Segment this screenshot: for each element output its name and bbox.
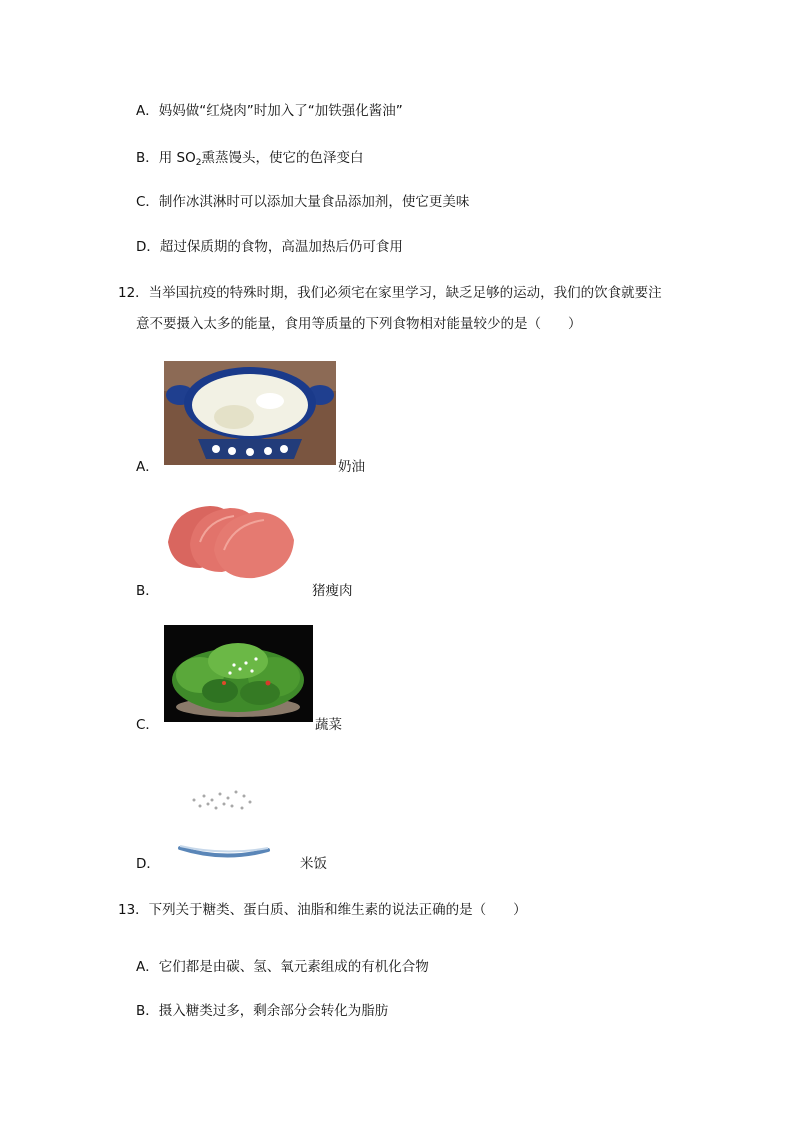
cream-bowl-illustration — [164, 361, 336, 465]
option-d-label: 米饭 — [300, 856, 327, 872]
option-b-label: 猪瘦肉 — [312, 583, 353, 599]
q11-option-b-pre: B．用 SO — [136, 150, 196, 166]
lean-pork-illustration — [164, 498, 310, 584]
option-c-letter: C． — [136, 717, 159, 733]
q11-option-b-subscript: 2 — [195, 158, 202, 168]
q11-option-c: C．制作冰淇淋时可以添加大量食品添加剂，使它更美味 — [136, 194, 470, 210]
q12-stem-line2: 意不要摄入太多的能量，食用等质量的下列食物相对能量较少的是（ ） — [136, 316, 582, 332]
cream-bowl-image — [164, 361, 336, 465]
q13-stem: 13．下列关于糖类、蛋白质、油脂和维生素的说法正确的是（ ） — [118, 902, 527, 918]
q11-option-b — [136, 148, 363, 173]
rice-bowl-illustration — [164, 770, 284, 866]
option-a-letter: A． — [136, 459, 159, 475]
vegetables-image — [164, 625, 313, 722]
q11-option-a: A．妈妈做“红烧肉”时加入了“加铁强化酱油” — [136, 103, 403, 119]
q13-option-a: A．它们都是由碳、氢、氧元素组成的有机化合物 — [136, 959, 429, 975]
q12-stem-line1: 12．当举国抗疫的特殊时期，我们必须宅在家里学习，缺乏足够的运动，我们的饮食就要注 — [118, 285, 662, 301]
option-a-label: 奶油 — [338, 459, 365, 475]
vegetables-illustration — [164, 625, 313, 722]
option-d-letter: D． — [136, 856, 160, 872]
rice-bowl-image — [164, 770, 284, 866]
option-b-letter: B． — [136, 583, 159, 599]
lean-pork-image — [164, 498, 310, 584]
q11-option-d: D．超过保质期的食物，高温加热后仍可食用 — [136, 239, 403, 255]
q11-option-b-post: 熏蒸馒头，使它的色泽变白 — [201, 150, 364, 166]
option-c-label: 蔬菜 — [315, 717, 342, 733]
q13-option-b: B．摄入糖类过多，剩余部分会转化为脂肪 — [136, 1003, 389, 1019]
